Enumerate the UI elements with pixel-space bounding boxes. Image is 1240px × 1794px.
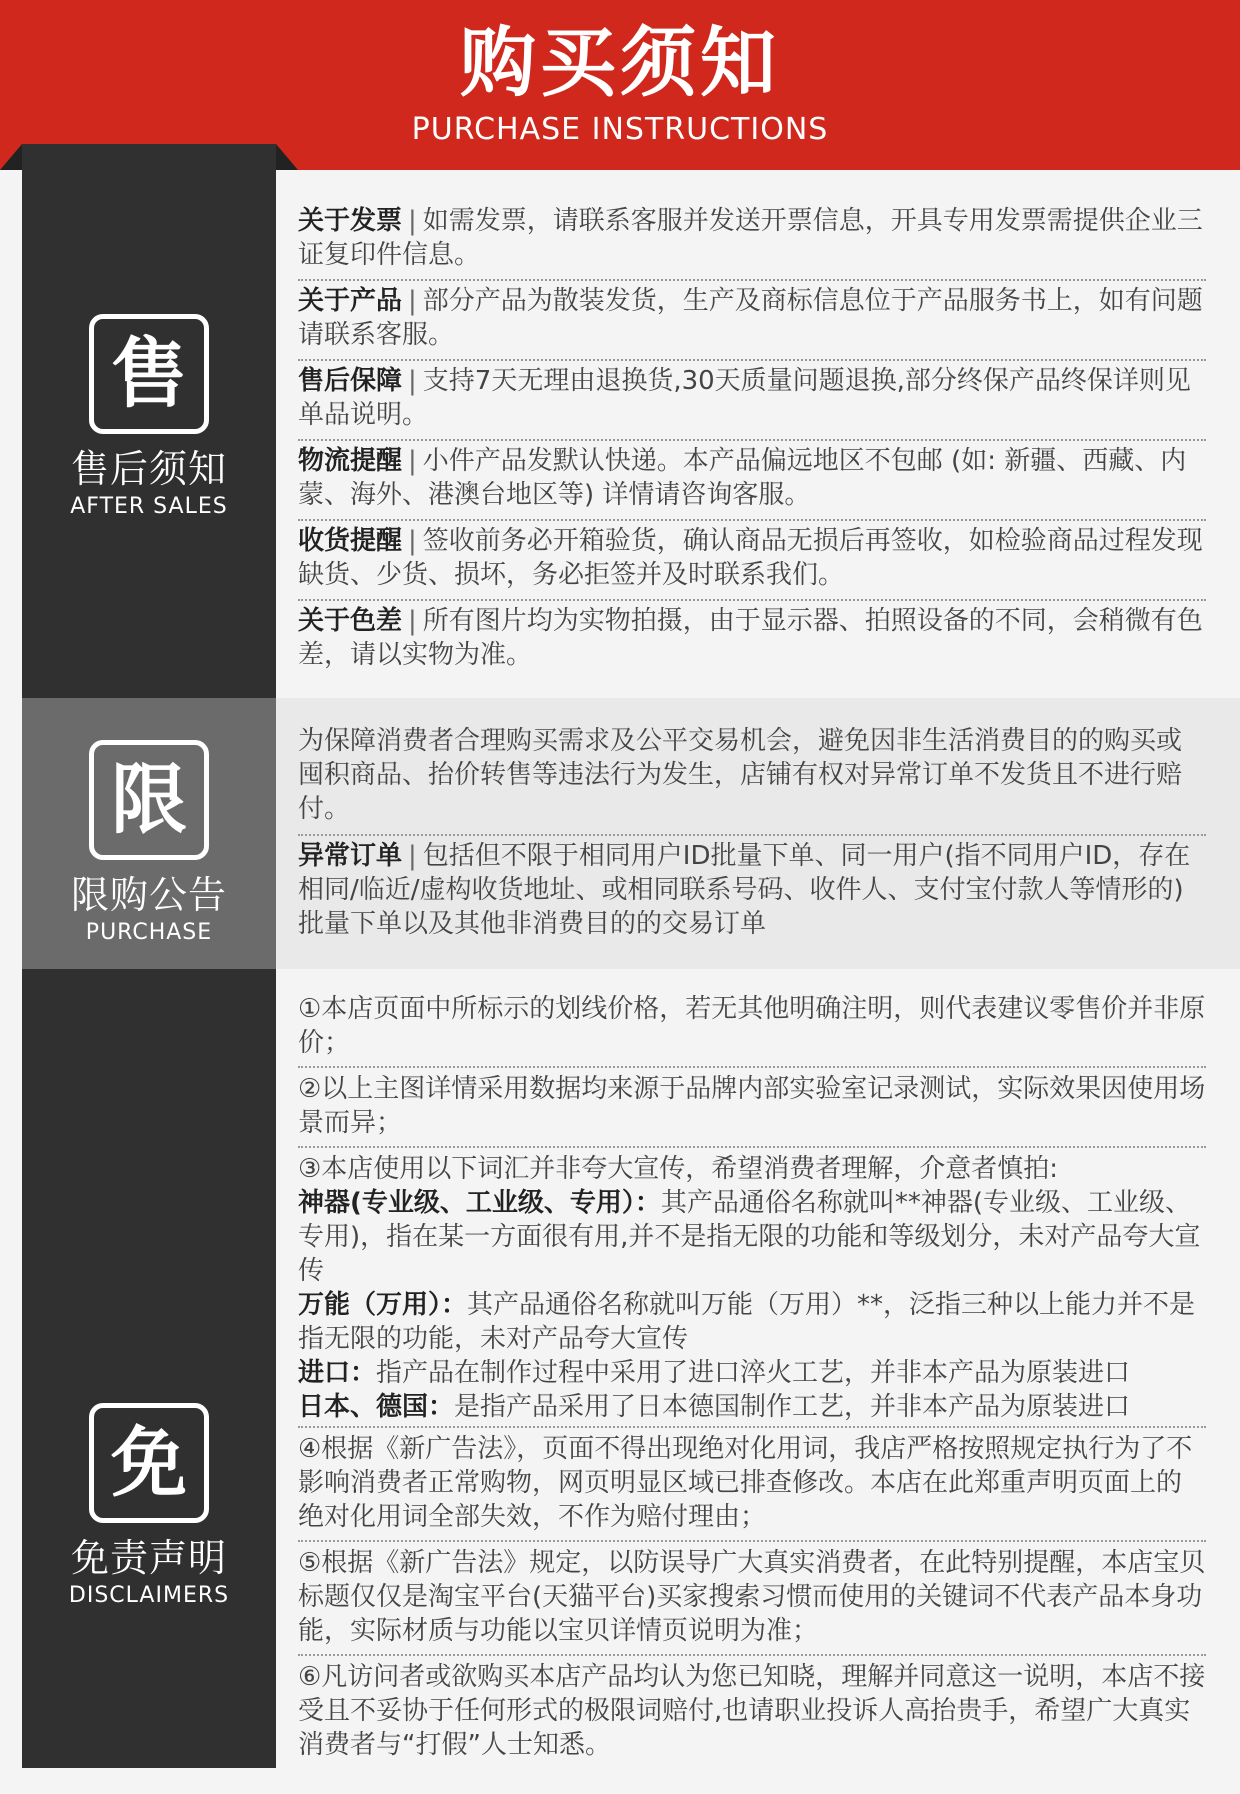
- disclaimer-icon: 免: [89, 1403, 209, 1523]
- disclaimer-term-import: [298, 1356, 1206, 1390]
- sidebar-section-purchase: [22, 698, 276, 969]
- item-separator: |: [408, 286, 417, 316]
- item-label: 异常订单: [298, 841, 403, 871]
- disclaimer-term-wanneng: [298, 1288, 1206, 1356]
- term-label: 进口：: [298, 1358, 377, 1388]
- disclaimer-item-1: ①本店页面中所标示的划线价格，若无其他明确注明，则代表建议零售价并非原价；: [298, 994, 1206, 1058]
- dotted-divider: [298, 1654, 1206, 1656]
- item-label: 物流提醒: [298, 446, 403, 476]
- term-label: 日本、德国：: [298, 1392, 455, 1422]
- term-text: 其产品通俗名称就叫万能（万用）**，泛指三种以上能力并不是指无限的功能，未对产品夸大宣传: [298, 1290, 1196, 1354]
- item-text: 签收前务必开箱验货，确认商品无损后再签收，如检验商品过程发现缺货、少货、损坏，务必拒签并及时联系我们。: [298, 526, 1203, 590]
- term-text: 是指产品采用了日本德国制作工艺，并非本产品为原装进口: [454, 1392, 1131, 1422]
- disclaimer-item-3: [298, 1152, 1206, 1424]
- item-text: 包括但不限于相同用户ID批量下单、同一用户(指不同用户ID，存在相同/临近/虚构收货地址、或相同联系号码、收件人、支付宝付款人等情形的)批量下单以及其他非消费目的的交易订单: [298, 841, 1191, 939]
- after-sales-item: [298, 524, 1206, 592]
- sidebar-tab-fold-left: [0, 144, 22, 170]
- disclaimer-title: 免责声明: [70, 1536, 227, 1580]
- disclaimer-item-2: ②以上主图详情采用数据均来源于品牌内部实验室记录测试，实际效果因使用场景而异；: [298, 1074, 1206, 1138]
- term-label: 万能（万用）：: [298, 1290, 468, 1320]
- dotted-divider: [298, 279, 1206, 281]
- dotted-divider: [298, 359, 1206, 361]
- purchase-limit-subtitle: PURCHASE: [85, 920, 213, 945]
- item-text: 如需发票，请联系客服并发送开票信息，开具专用发票需提供企业三证复印件信息。: [298, 206, 1203, 270]
- after-sales-subtitle: AFTER SALES: [70, 494, 228, 519]
- after-sales-item: [298, 444, 1206, 512]
- term-label: 神器(专业级、工业级、专用）：: [298, 1188, 661, 1218]
- item-text: 支持7天无理由退换货,30天质量问题退换,部分终保产品终保详则见单品说明。: [298, 366, 1191, 430]
- after-sales-icon: 售: [89, 314, 209, 434]
- item-label: 关于发票: [298, 206, 403, 236]
- item-separator: |: [408, 446, 417, 476]
- dotted-divider: [298, 1066, 1206, 1068]
- disclaimer-item-4: ④根据《新广告法》，页面不得出现绝对化用词，我店严格按照规定执行为了不影响消费者正常购物，网页明显区域已排查修改。本店在此郑重声明页面上的绝对化用词全部失效，不作为赔付理由；: [298, 1434, 1193, 1532]
- dotted-divider: [298, 834, 1206, 836]
- dotted-divider: [298, 599, 1206, 601]
- purchase-limit-icon: 限: [89, 740, 209, 860]
- dotted-divider: [298, 439, 1206, 441]
- sidebar-tab-fold-right: [276, 144, 298, 170]
- disclaimer-term-shenqi: [298, 1186, 1206, 1288]
- item-separator: |: [408, 606, 417, 636]
- disclaimer-term-japan-germany: [298, 1390, 1206, 1424]
- sidebar-section-after-sales: [22, 144, 276, 698]
- item-separator: |: [408, 366, 417, 396]
- item-text: 小件产品发默认快递。本产品偏远地区不包邮 (如: 新疆、西藏、内蒙、海外、港澳台地区等) 详情请咨询客服。: [298, 446, 1187, 510]
- disclaimer-item-5: ⑤根据《新广告法》规定，以防误导广大真实消费者，在此特别提醒，本店宝贝标题仅仅是淘宝平台(天猫平台)买家搜索习惯而使用的关键词不代表产品本身功能，实际材质与功能以宝贝详情页说明为准；: [298, 1548, 1206, 1646]
- disclaimer-item-6: ⑥凡访问者或欲购买本店产品均认为您已知晓，理解并同意这一说明，本店不接受且不妥协于任何形式的极限词赔付,也请职业投诉人高抬贵手，希望广大真实消费者与“打假”人士知悉。: [298, 1662, 1206, 1760]
- item-label: 关于产品: [298, 286, 403, 316]
- dotted-divider: [298, 1426, 1206, 1428]
- term-text: 指产品在制作过程中采用了进口淬火工艺，并非本产品为原装进口: [376, 1358, 1131, 1388]
- page-subtitle: PURCHASE INSTRUCTIONS: [411, 112, 829, 147]
- dotted-divider: [298, 1146, 1206, 1148]
- purchase-limit-intro: 为保障消费者合理购买需求及公平交易机会，避免因非生活消费目的的购买或囤积商品、抬价转售等违法行为发生，店铺有权对异常订单不发货且不进行赔付。: [298, 726, 1183, 824]
- after-sales-item: [298, 604, 1206, 672]
- dotted-divider: [298, 1540, 1206, 1542]
- after-sales-item: [298, 204, 1206, 272]
- item-label: 收货提醒: [298, 526, 403, 556]
- sidebar-section-disclaimers: [22, 969, 276, 1768]
- item-text: 部分产品为散装发货，生产及商标信息位于产品服务书上，如有问题请联系客服。: [298, 286, 1203, 350]
- after-sales-item: [298, 364, 1206, 432]
- item-text: 所有图片均为实物拍摄，由于显示器、拍照设备的不同，会稍微有色差，请以实物为准。: [298, 606, 1203, 670]
- sidebar: [22, 144, 276, 1768]
- purchase-limit-title: 限购公告: [70, 873, 227, 917]
- item-separator: |: [408, 841, 417, 871]
- item-separator: |: [408, 526, 417, 556]
- item-label: 关于色差: [298, 606, 403, 636]
- after-sales-title: 售后须知: [70, 447, 227, 491]
- item-label: 售后保障: [298, 366, 403, 396]
- dotted-divider: [298, 519, 1206, 521]
- abnormal-order-item: [298, 839, 1206, 941]
- term-text: 其产品通俗名称就叫**神器(专业级、工业级、专用)，指在某一方面很有用,并不是指无限的功能和等级划分，未对产品夸大宣传: [298, 1188, 1201, 1286]
- disclaimer-subtitle: DISCLAIMERS: [68, 1583, 230, 1608]
- page-title: 购买须知: [460, 18, 780, 107]
- item-separator: |: [408, 206, 417, 236]
- disclaimer-item-3-intro: ③本店使用以下词汇并非夸大宣传，希望消费者理解，介意者慎拍:: [298, 1154, 1059, 1184]
- after-sales-item: [298, 284, 1206, 352]
